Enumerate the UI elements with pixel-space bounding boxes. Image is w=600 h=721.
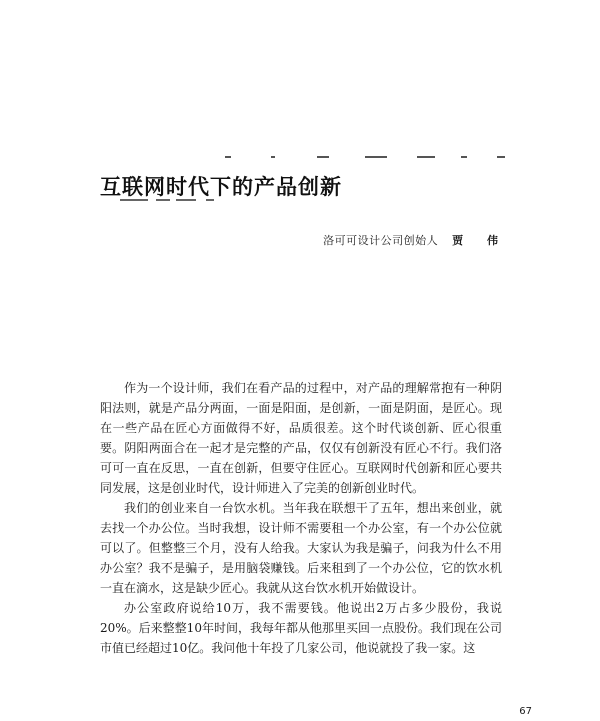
author-name: 贾 伟 [452,234,508,247]
paragraph: 办公室政府说给10万，我不需要钱。他说出2万占多少股份，我说20%。后来整整10年时间，我每年都从他那里买回一点股份。我们现在公司市值已经超过10亿。我问他十年投了几家公司，他说就投了我一家。这 [100,601,502,655]
author-line [323,232,508,248]
article-title: 互联网时代下的产品创新 [100,175,342,199]
author-role: 洛可可设计公司创始人 [323,234,439,247]
header-rule [225,156,510,160]
article-body [100,378,502,658]
paragraph: 作为一个设计师，我们在看产品的过程中，对产品的理解常抱有一种阴阳法则，就是产品分两面，一面是阳面，是创新，一面是阴面，是匠心。现在一些产品在匠心方面做得不好，品质很差。这个时代谈创新、匠心很重要。阴阳两面合在一起才是完整的产品，仅仅有创新没有匠心不行。我们洛可可一直在反思，一直在创新，但要守住匠心。互联网时代创新和匠心要共同发展，这是创业时代，设计师进入了完美的创新创业时代。 [100,381,502,495]
paragraph: 我们的创业来自一台饮水机。当年我在联想干了五年，想出来创业，就去找一个办公位。当时我想，设计师不需要租一个办公室，有一个办公位就可以了。但整整三个月，没有人给我。大家认为我是骗子，问我为什么不用办公室？我不是骗子，是用脑袋赚钱。后来租到了一个办公位，它的饮水机一直在滴水，这是缺少匠心。我就从这台饮水机开始做设计。 [100,501,502,595]
page-number: 67 [519,706,532,717]
title-rule [120,199,230,202]
